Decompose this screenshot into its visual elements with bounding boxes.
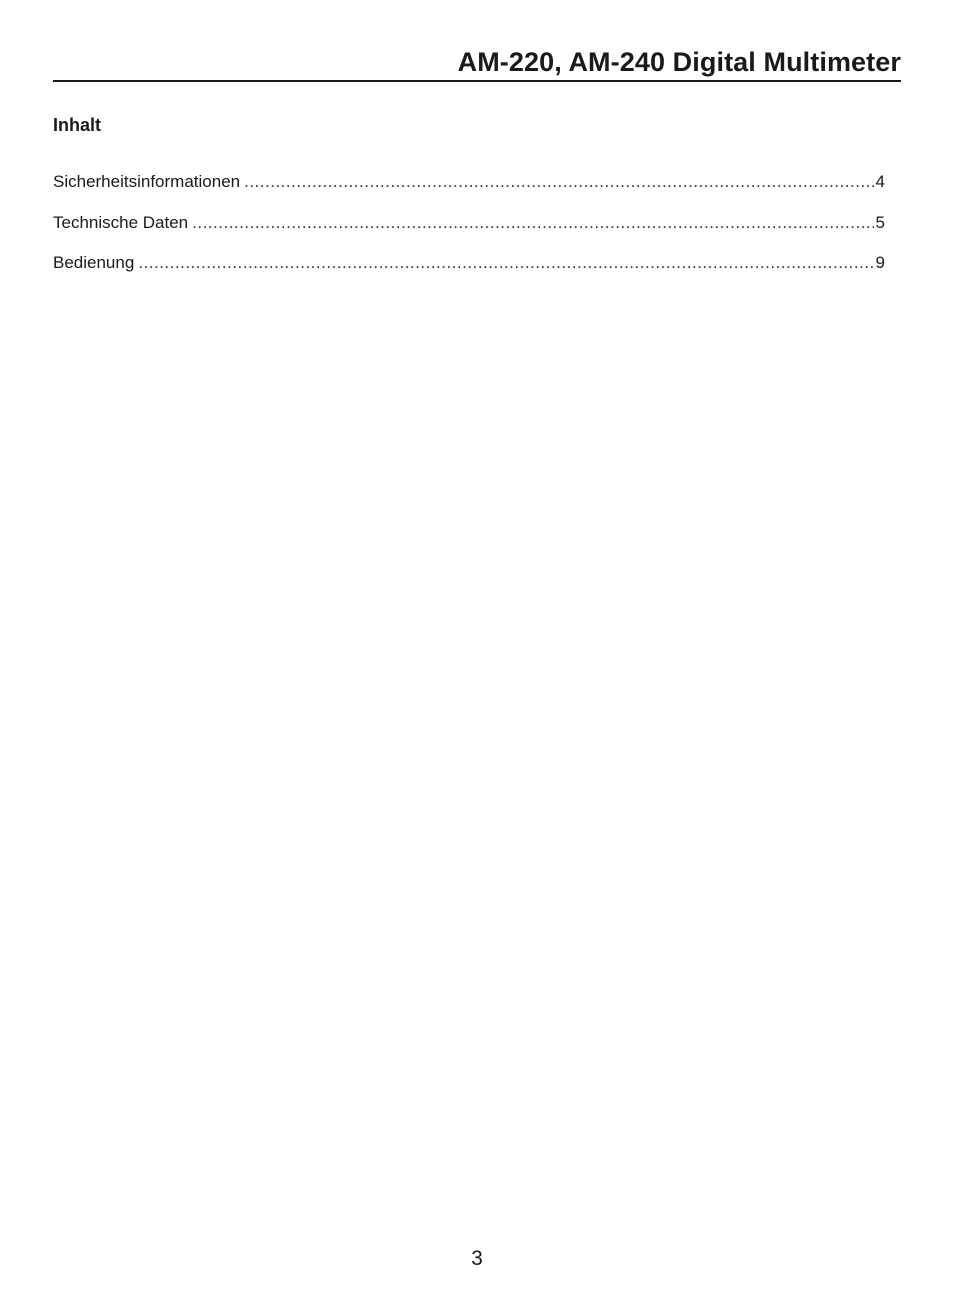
table-of-contents <box>53 172 885 294</box>
toc-item-page: 9 <box>875 253 885 272</box>
toc-dot-leader <box>244 172 873 192</box>
toc-item-sicherheitsinformationen[interactable] <box>53 172 885 213</box>
toc-item-label: Sicherheitsinformationen <box>53 172 241 191</box>
toc-heading: Inhalt <box>53 115 101 135</box>
toc-item-page: 5 <box>875 212 885 232</box>
toc-item-bedienung[interactable] <box>53 253 885 294</box>
toc-item-page: 4 <box>875 172 885 191</box>
toc-item-technische-daten[interactable] <box>53 213 885 254</box>
toc-item-label: Bedienung <box>53 253 135 272</box>
page-number: 3 <box>471 1247 483 1270</box>
toc-dot-leader <box>138 253 873 273</box>
page-header <box>53 44 901 82</box>
toc-dot-leader <box>192 213 873 233</box>
toc-item-label: Technische Daten <box>53 212 189 232</box>
document-title: AM-220, AM-240 Digital Multimeter <box>457 47 901 77</box>
